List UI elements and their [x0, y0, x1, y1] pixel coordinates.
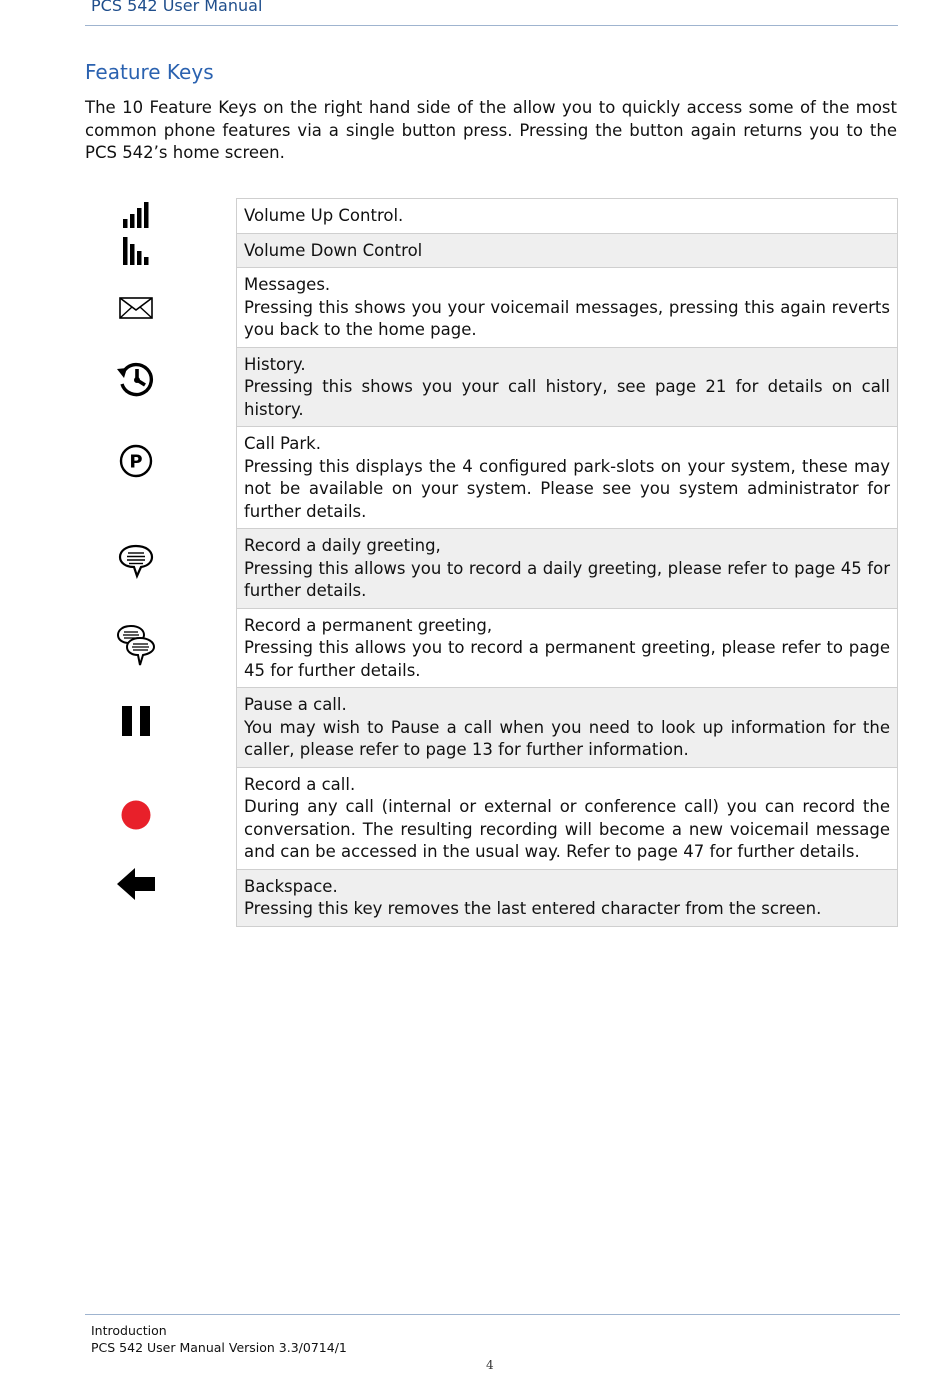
- key-description-cell: [237, 608, 898, 688]
- key-description: During any call (internal or external or conference call) you can record the conversation. The resulting recording will become a new voicemail message and can be accessed in the usual way. Refer to page 47 for further details.: [244, 797, 890, 861]
- footer-divider: [85, 1314, 900, 1315]
- table-row: [237, 427, 898, 529]
- speech-bubble-icon: [110, 543, 162, 579]
- double-speech-bubble-icon: [110, 624, 162, 668]
- key-title: Backspace.: [244, 876, 338, 896]
- table-row: [237, 608, 898, 688]
- table-row: [237, 268, 898, 348]
- key-description-cell: [237, 767, 898, 869]
- call-park-icon: [110, 444, 162, 478]
- table-row: [237, 347, 898, 427]
- header-title: PCS 542 User Manual: [91, 0, 263, 15]
- key-description-cell: [237, 347, 898, 427]
- footer-section-name: Introduction: [91, 1323, 167, 1338]
- key-description: Pressing this displays the 4 configured park-slots on your system, these may not be available on your system. Please see you system administrator for further details.: [244, 456, 890, 521]
- key-title: Record a call.: [244, 774, 356, 794]
- key-description: You may wish to Pause a call when you need to look up information for the caller, please refer to page 13 for further information.: [244, 717, 890, 759]
- key-description-cell: [237, 199, 898, 234]
- volume-up-icon: [110, 199, 162, 231]
- table-row: [237, 529, 898, 609]
- key-description: Pressing this allows you to record a daily greeting, please refer to page 45 for further details.: [244, 558, 890, 600]
- key-description: Pressing this shows you your voicemail messages, pressing this again reverts you back to the home page.: [244, 297, 890, 339]
- key-description-cell: [237, 529, 898, 609]
- table-row: [237, 767, 898, 869]
- key-title: Record a permanent greeting,: [244, 615, 493, 635]
- key-description: Pressing this shows you your call history, see page 21 for details on call history.: [244, 377, 890, 419]
- page-number: 4: [486, 1358, 494, 1372]
- key-title: Volume Down Control: [244, 240, 423, 260]
- key-description-cell: [237, 233, 898, 268]
- table-row: [237, 233, 898, 268]
- footer-version: PCS 542 User Manual Version 3.3/0714/1: [91, 1340, 347, 1355]
- key-description: Pressing this key removes the last entered character from the screen.: [244, 899, 822, 918]
- key-title: History.: [244, 354, 306, 374]
- feature-keys-table: [236, 198, 898, 927]
- key-title: Messages.: [244, 275, 331, 294]
- intro-paragraph: The 10 Feature Keys on the right hand side of the allow you to quickly access some of the most common phone features via a single button press. Pressing the button again returns you to the PCS 542’s home screen.: [85, 98, 897, 162]
- key-description-cell: [237, 427, 898, 529]
- pause-icon: [110, 704, 162, 738]
- history-icon: [110, 359, 162, 399]
- table-row: [237, 199, 898, 234]
- key-description-cell: [237, 268, 898, 348]
- svg-text:P: P: [129, 451, 143, 473]
- key-description-cell: [237, 688, 898, 768]
- volume-down-icon: [110, 235, 162, 267]
- record-icon: [110, 799, 162, 831]
- key-title: Record a daily greeting,: [244, 536, 441, 555]
- key-title: Call Park.: [244, 434, 321, 453]
- table-row: [237, 869, 898, 926]
- envelope-icon: [110, 295, 162, 321]
- section-title: Feature Keys: [85, 60, 214, 84]
- key-title: Volume Up Control.: [244, 206, 404, 225]
- key-description-cell: [237, 869, 898, 926]
- key-description: Pressing this allows you to record a permanent greeting, please refer to page 45 for further details.: [244, 638, 890, 680]
- table-row: [237, 688, 898, 768]
- header-divider: [85, 25, 898, 26]
- backspace-arrow-icon: [110, 865, 162, 903]
- key-title: Pause a call.: [244, 695, 347, 714]
